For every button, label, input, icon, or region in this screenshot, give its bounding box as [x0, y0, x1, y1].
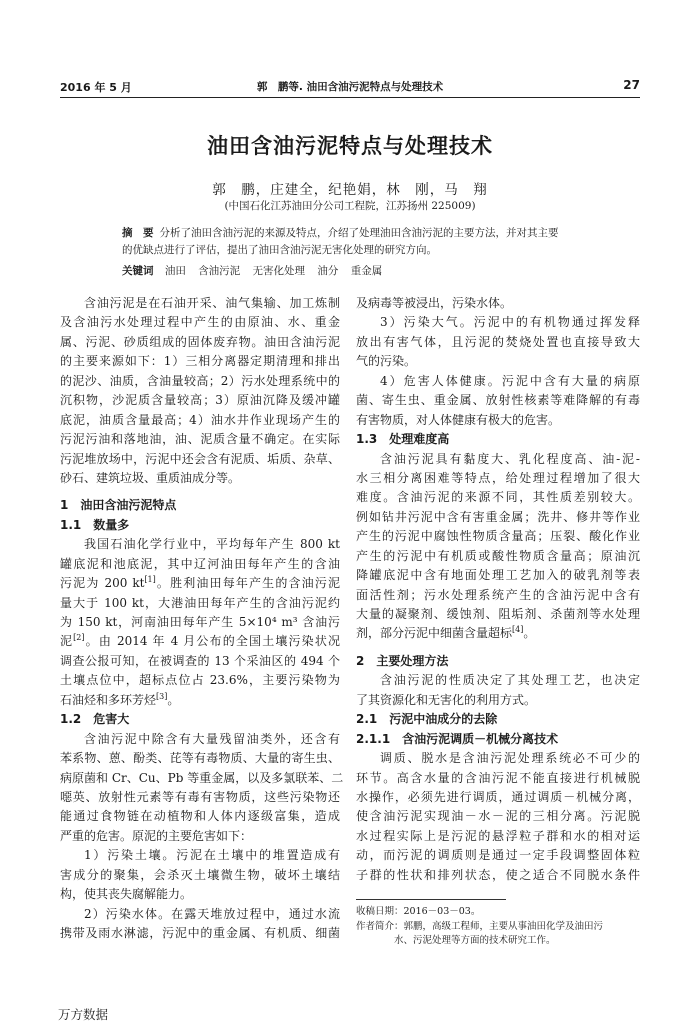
section-heading: 1 油田含油污泥特点: [60, 498, 177, 513]
keyword: 含油污泥: [198, 265, 241, 277]
received-date: 收稿日期：2016－03－03。: [356, 906, 481, 917]
body-right-column: [356, 294, 640, 885]
body-line: 产生的污泥中腐蚀性物质含量高；压裂、酸化作业: [356, 529, 640, 544]
section-heading: 1.2 危害大: [60, 712, 130, 727]
body-line: 严重的危害。原泥的主要危害如下：: [60, 828, 253, 843]
body-line: 有害物质，对人体健康有极大的危害。: [356, 412, 561, 427]
body-line: 4）危害人体健康。污泥中含有大量的病原: [380, 373, 640, 388]
body-line: 罐底泥和池底泥，其中辽河油田每年产生的含油: [60, 556, 340, 571]
body-line: 含油污泥具有黏度大、乳化程度高、油-泥-: [380, 451, 640, 466]
author-bio-cont: 水、污泥处理等方面的技术研究工作。: [394, 935, 556, 946]
body-line: 我国石油化学行业中，平均每年产生 800 kt: [84, 537, 340, 552]
body-line: 气的污染。: [356, 354, 417, 369]
body-line: 了其资源化和无害化的利用方式。: [356, 692, 537, 707]
body-line: 污泥污油和落地油，油、泥质含量不确定。在实际: [60, 432, 340, 447]
body-line: 调查公报可知，在被调查的 13 个采油区的 494 个: [60, 653, 340, 668]
body-line: 构，使其丧失腐解能力。: [60, 887, 193, 902]
body-line: 例如钻井污泥中含有害重金属；洗井、修井等作业: [356, 509, 640, 524]
keyword: 重金属: [350, 265, 383, 277]
body-line: 沉积物，沙泥质含量较高；3）原油沉降及缓冲罐: [60, 393, 340, 408]
affiliation: (中国石化江苏油田分公司工程院，江苏扬州 225009): [224, 200, 476, 212]
abstract-label: 摘 要: [122, 227, 154, 239]
body-line: 1）污染土壤。污泥在土壤中的堆置造成有: [84, 848, 340, 863]
body-line: 含油污泥中除含有大量残留油类外，还含有: [84, 731, 340, 746]
body-line: 噁英、放射性元素等有毒有害物质，这些污染物还: [60, 789, 340, 804]
keyword: 油分: [317, 265, 339, 277]
body-line: 含油污泥是在石油开采、油气集输、加工炼制: [84, 296, 340, 310]
body-line: 量大于 100 kt，大港油田每年产生的含油污泥约: [60, 595, 340, 610]
section-gap: [356, 644, 640, 652]
abstract-line: 的优缺点进行了评估，提出了油田含油污泥无害化处理的研究方向。: [122, 244, 437, 256]
header-rule: [60, 97, 640, 98]
section-heading: 1.1 数量多: [60, 517, 130, 532]
body-line: 底泥，油质含量最高；4）油水井作业现场产生的: [60, 412, 340, 427]
body-line: 使含油污泥实现油－水－泥的三相分离。污泥脱: [356, 809, 640, 824]
watermark: 万方数据: [58, 1007, 109, 1022]
body-line: 苯系物、蒽、酚类、芘等有毒物质、大量的寄生虫、: [60, 751, 340, 766]
body-line: 放出有害气体，且污泥的焚烧处置也直接导致大: [356, 334, 640, 349]
section-heading: 1.3 处理难度高: [356, 432, 450, 447]
body-line: 动，而污泥的调质则是通过一定手段调整固体粒: [356, 848, 640, 863]
body-line: 3）污染大气。污泥中的有机物通过挥发释: [380, 315, 640, 330]
body-line: 携带及雨水淋滤，污泥中的重金属、有机质、细菌: [60, 926, 340, 940]
paper-title: 油田含油污泥特点与处理技术: [207, 134, 493, 158]
keyword: 油田: [164, 265, 186, 277]
body-line: 及含油污水处理过程中产生的由原油、水、重金: [60, 315, 340, 330]
body-line: 害成分的聚集，会杀灭土壤微生物，破坏土壤结: [60, 867, 340, 882]
footnote: [356, 905, 646, 949]
body-line: 难度。含油污泥的来源不同，其性质差别较大。: [356, 490, 640, 505]
section-heading: 2.1 污泥中油成分的去除: [356, 712, 498, 727]
keywords: [122, 263, 588, 278]
body-line: 污泥为 200 kt[1]。胜利油田每年产生的含油污泥: [60, 575, 340, 591]
body-line: 产生的污泥中有机质或酸性物质含量高；原油沉: [356, 548, 640, 563]
page-number: 27: [623, 78, 640, 92]
body-line: 水操作，必须先进行调质，通过调质－机械分离，: [356, 789, 640, 804]
body-line: 水三相分离困难等特点，给处理过程增加了很大: [356, 470, 640, 485]
body-line: 大量的凝聚剂、缓蚀剂、阻垢剂、杀菌剂等水处理: [356, 607, 640, 621]
body-line: 病原菌和 Cr、Cu、Pb 等重金属，以及多氯联苯、二: [60, 770, 344, 785]
section-heading: 2.1.1 含油污泥调质－机械分离技术: [356, 731, 559, 746]
abstract-line: 分析了油田含油污泥的来源及特点，介绍了处理油田含油污泥的主要方法，并对其主要: [159, 227, 559, 239]
body-line: 水过程实际上是污泥的悬浮粒子群和水的相对运: [356, 828, 640, 843]
keyword: 无害化处理: [252, 265, 306, 277]
body-line: 为 150 kt，河南油田每年产生 5×10⁴ m³ 含油污: [60, 615, 340, 629]
issue-date: 2016 年 5 月: [60, 81, 132, 94]
body-line: 降罐底泥中含有地面处理工艺加入的破乳剂等表: [356, 568, 640, 583]
body-line: 面活性剂；污水处理系统产生的含油污泥中含有: [356, 587, 640, 602]
running-title: 郭 鹏等. 油田含油污泥特点与处理技术: [256, 81, 444, 93]
body-line: 的泥沙、油质，含油量较高；2）污水处理系统中的: [60, 373, 340, 388]
body-line: 石油烃和多环芳烃[3]。: [60, 691, 180, 707]
section-gap: [60, 488, 340, 496]
body-line: 土壤点位中，超标点位占 23.6%，主要污染物为: [60, 673, 340, 688]
body-line: 2）污染水体。在露天堆放过程中，通过水流: [84, 906, 340, 921]
authors: 郭 鹏，庄建全，纪艳娟，林 刚，马 翔: [212, 182, 488, 198]
body-line: 子群的性状和排列状态，使之适合不同脱水条件: [356, 867, 640, 882]
body-line: 及病毒等被浸出，污染水体。: [356, 296, 513, 310]
section-heading: 2 主要处理方法: [356, 653, 449, 668]
body-line: 泥[2]。由 2014 年 4 月公布的全国土壤污染状况: [60, 633, 340, 649]
body-line: 剂，部分污泥中细菌含量超标[4]。: [356, 625, 536, 641]
body-line: 污泥堆放场中，污泥中还会含有泥质、垢质、杂草、: [60, 451, 340, 466]
body-line: 属、污泥、砂质组成的固体废弃物。油田含油污泥: [60, 334, 340, 349]
body-line: 菌、寄生虫、重金属、放射性核素等难降解的有毒: [356, 393, 640, 408]
abstract: [122, 225, 588, 259]
body-line: 砂石、建筑垃圾、重质油成分等。: [60, 470, 241, 485]
body-line: 环节。高含水量的含油污泥不能直接进行机械脱: [356, 770, 640, 785]
body-left-column: [60, 294, 344, 943]
keywords-label: 关键词: [122, 265, 154, 277]
body-line: 调质、脱水是含油污泥处理系统必不可少的: [380, 751, 640, 766]
body-line: 能通过食物链在动植物和人体内逐级富集，造成: [60, 809, 340, 824]
body-line: 的主要来源如下：1）三相分离器定期清理和排出: [60, 354, 340, 369]
footnote-rule: [356, 899, 506, 900]
author-bio: 作者简介：郭鹏，高级工程师，主要从事油田化学及油田污: [356, 920, 604, 932]
body-line: 含油污泥的性质决定了其处理工艺，也决定: [380, 673, 640, 688]
running-head: [60, 79, 640, 97]
